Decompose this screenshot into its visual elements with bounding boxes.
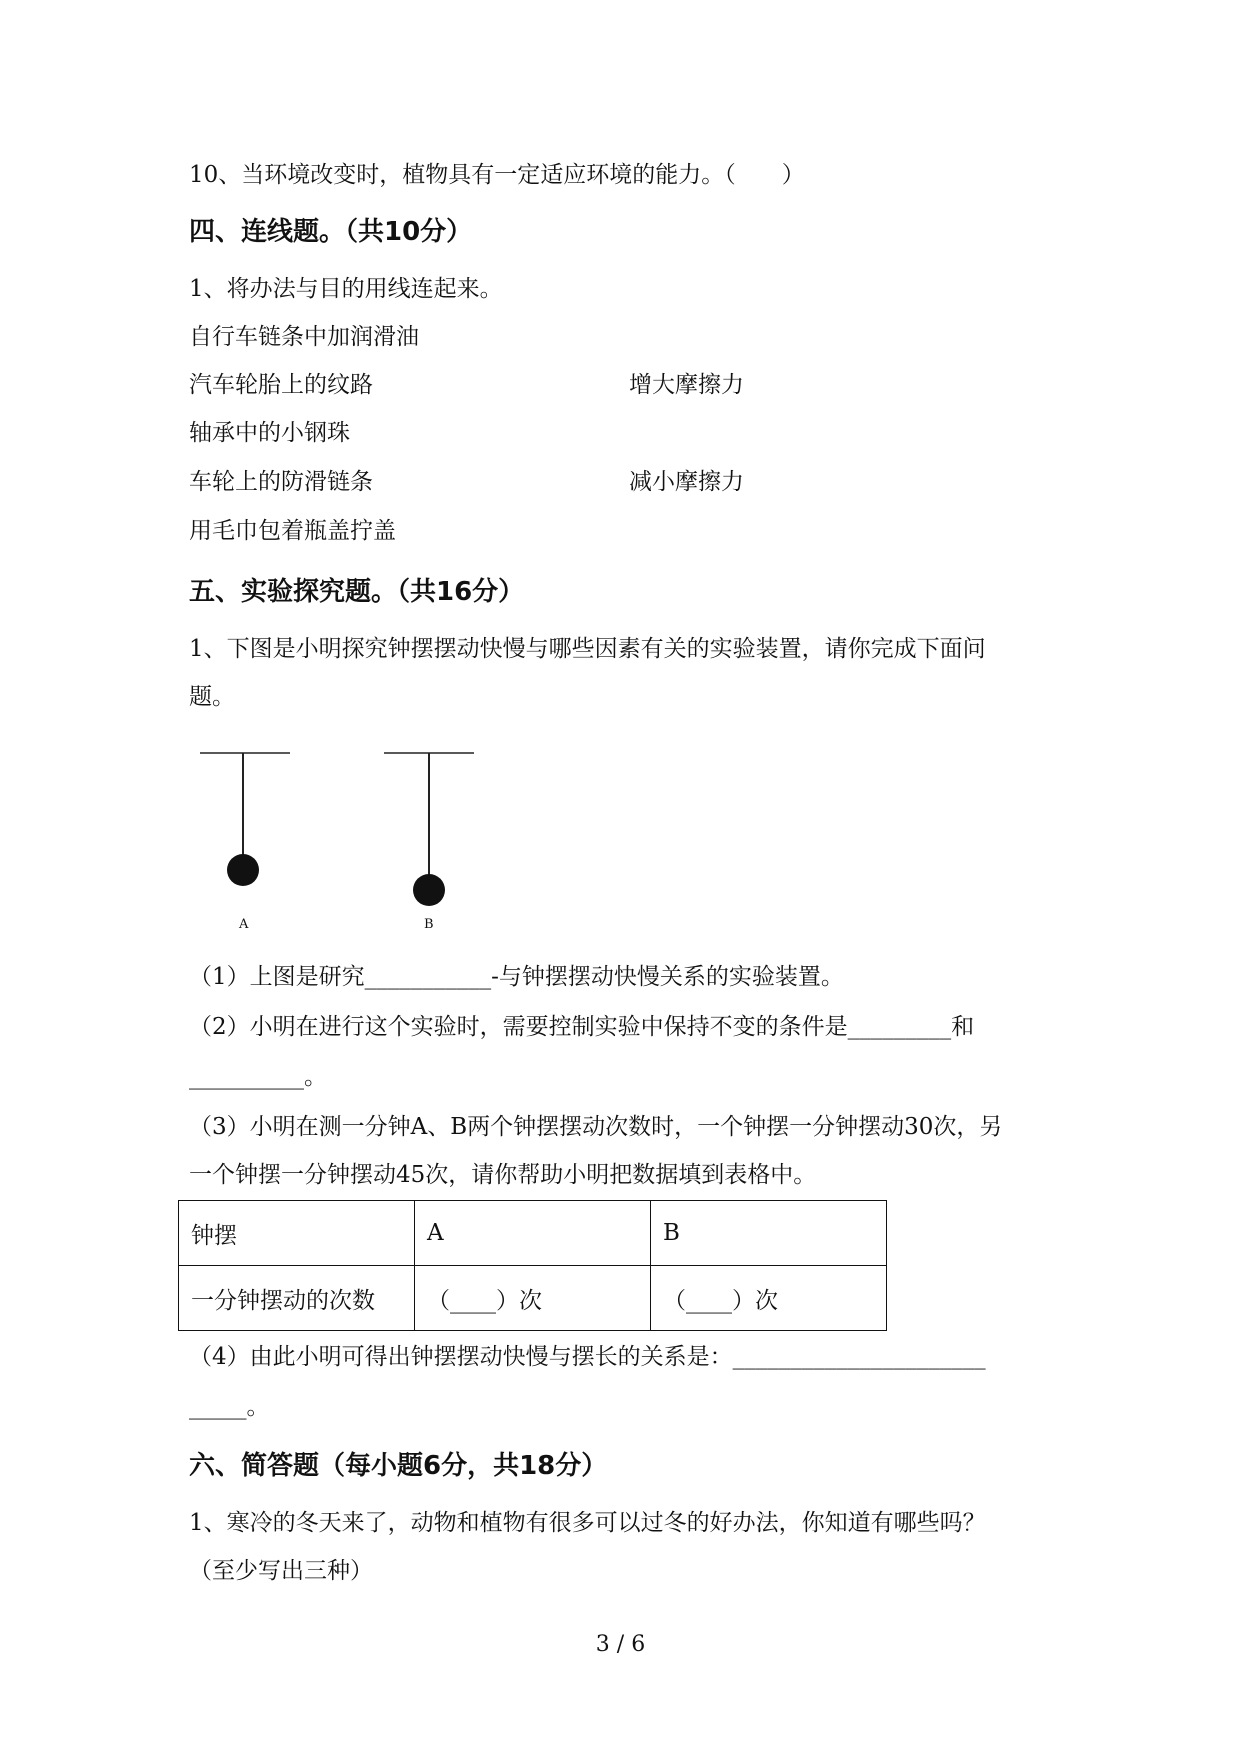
match-left-item-5: 用毛巾包着瓶盖拧盖 [189,518,396,544]
pendulum-a [200,753,290,886]
page-number: 3 / 6 [595,1632,646,1657]
table-cell: （____）次 [651,1266,887,1331]
pendulum-count-table [178,1200,887,1331]
sub-question-2-line-1: （2）小明在进行这个实验时，需要控制实验中保持不变的条件是_________和 [189,1014,975,1040]
match-left-item-3: 轴承中的小钢珠 [189,420,350,446]
table-cell: （____）次 [415,1266,651,1331]
match-left-item-4: 车轮上的防滑链条 [189,469,373,495]
section-5-question-1-line-2: 题。 [189,684,235,710]
table-cell: 一分钟摆动的次数 [179,1266,415,1331]
table-cell: A [415,1201,651,1266]
pendulum-b-label: B [424,917,434,932]
section-5-question-1-line-1: 1、下图是小明探究钟摆摆动快慢与哪些因素有关的实验装置，请你完成下面问 [189,636,986,662]
pendulum-b-bob [413,874,445,906]
match-right-item-1: 增大摩擦力 [629,372,744,398]
match-left-item-2: 汽车轮胎上的纹路 [189,372,373,398]
section-6-question-1-line-2: （至少写出三种） [189,1558,373,1584]
section-6-question-1-line-1: 1、寒冷的冬天来了，动物和植物有很多可以过冬的好办法，你知道有哪些吗？ [189,1510,986,1536]
sub-question-3-line-1: （3）小明在测一分钟A、B两个钟摆摆动次数时，一个钟摆一分钟摆动30次，另 [189,1114,1003,1140]
sub-question-1: （1）上图是研究___________-与钟摆摆动快慢关系的实验装置。 [189,964,844,990]
table-row [179,1201,887,1266]
question-10: 10、当环境改变时，植物具有一定适应环境的能力。（ ） [189,162,805,188]
section-5-title: 五、实验探究题。（共16分） [189,577,525,607]
sub-question-4-line-2: _____。 [189,1394,270,1420]
table-row [179,1266,887,1331]
section-6-title: 六、简答题（每小题6分，共18分） [189,1451,608,1481]
pendulum-a-bob [227,854,259,886]
pendulum-a-label: A [239,917,249,932]
sub-question-4-line-1: （4）由此小明可得出钟摆摆动快慢与摆长的关系是：______________________ [189,1344,986,1370]
sub-question-3-line-2: 一个钟摆一分钟摆动45次，请你帮助小明把数据填到表格中。 [189,1162,817,1188]
pendulum-b [384,753,474,906]
section-4-title: 四、连线题。（共10分） [189,217,473,247]
section-4-question-1: 1、将办法与目的用线连起来。 [189,276,503,302]
table-cell: 钟摆 [179,1201,415,1266]
match-right-item-2: 减小摩擦力 [629,469,744,495]
match-left-item-1: 自行车链条中加润滑油 [189,324,419,350]
table-cell: B [651,1201,887,1266]
sub-question-2-line-2: __________。 [189,1064,327,1090]
